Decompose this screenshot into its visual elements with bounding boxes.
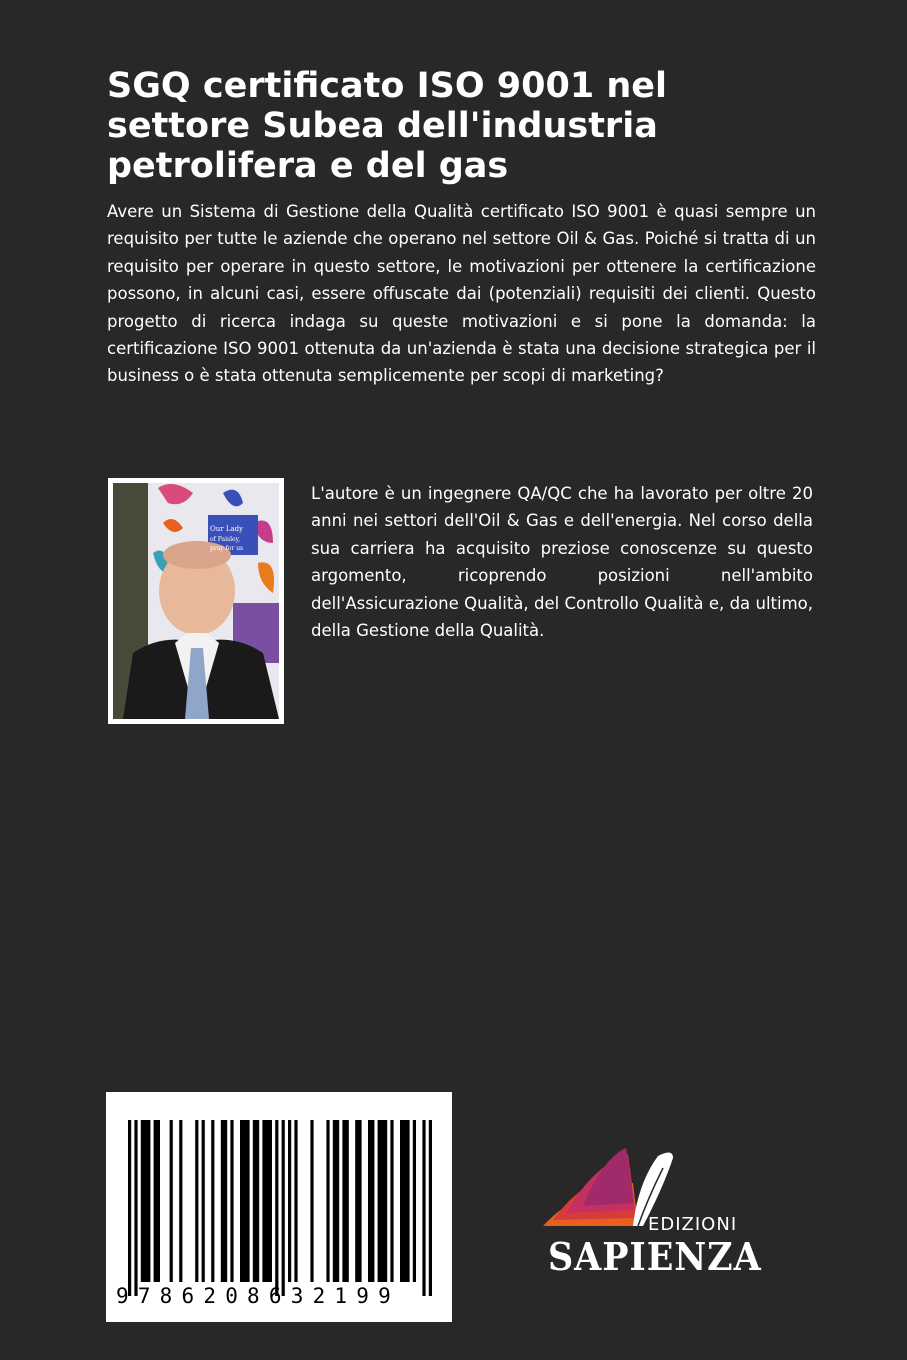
barcode-bar	[378, 1120, 388, 1282]
barcode-bar	[422, 1120, 425, 1296]
svg-text:of Paisley,: of Paisley,	[210, 536, 241, 543]
barcode-bar	[275, 1120, 278, 1296]
barcode-bar	[288, 1120, 291, 1282]
barcode	[106, 1092, 452, 1322]
barcode-bar	[202, 1120, 205, 1282]
publisher-logo	[538, 1148, 762, 1279]
barcode-bar	[413, 1120, 416, 1282]
barcode-bar	[390, 1120, 393, 1282]
barcode-bar	[253, 1120, 259, 1282]
svg-text:Our Lady: Our Lady	[210, 525, 244, 533]
barcode-bar	[294, 1120, 297, 1282]
barcode-bar	[342, 1120, 348, 1282]
barcode-bar	[141, 1120, 151, 1282]
author-bio: L'autore è un ingegnere QA/QC che ha lavorato per oltre 20 anni nei settori dell'Oil & Gas e dell'energia. Nel corso della sua carriera ha acquisito preziose conoscenze su questo argomento, ricoprendo posizioni nell'ambito dell'Assicurazione Qualità, del Controllo Qualità e, da ultimo, della Gestione della Qualità.	[311, 484, 813, 641]
barcode-bar	[240, 1120, 250, 1282]
barcode-bar	[170, 1120, 173, 1282]
barcode-bar	[333, 1120, 339, 1282]
author-photo	[108, 478, 284, 724]
barcode-bar	[195, 1120, 198, 1282]
publisher-line2: SAPIENZA	[548, 1234, 762, 1279]
barcode-bar	[368, 1120, 374, 1282]
barcode-bar	[230, 1120, 233, 1282]
barcode-bar	[154, 1120, 160, 1282]
barcode-bar	[400, 1120, 410, 1282]
book-blurb: Avere un Sistema di Gestione della Qualità certificato ISO 9001 è quasi sempre un requisito per tutte le aziende che operano nel settore Oil & Gas. Poiché si tratta di un requisito per operare in questo settore, le motivazioni per ottenere la certificazione possono, in alcuni casi, essere offuscate dai (potenziali) requisiti dei clienti. Questo progetto di ricerca indaga su queste motivazioni e si pone la domanda: la certificazione ISO 9001 ottenuta da un'azienda è stata una decisione strategica per il business o è stata ottenuta semplicemente per scopi di marketing?	[107, 202, 816, 386]
barcode-bar	[221, 1120, 227, 1282]
barcode-bar	[262, 1120, 272, 1282]
barcode-bar	[429, 1120, 432, 1296]
barcode-bar	[326, 1120, 329, 1282]
publisher-line1: EDIZIONI	[648, 1214, 738, 1235]
barcode-bar	[355, 1120, 361, 1282]
svg-text:pray for us: pray for us	[210, 545, 244, 552]
barcode-bar	[310, 1120, 313, 1282]
barcode-bar	[134, 1120, 137, 1296]
barcode-digits: 9786208632199	[116, 1284, 400, 1308]
book-title: SGQ certificato ISO 9001 nel settore Subea dell'industria petrolifera e del gas	[107, 66, 668, 186]
barcode-bar	[211, 1120, 214, 1282]
barcode-bar	[282, 1120, 285, 1296]
barcode-bar	[128, 1120, 131, 1296]
barcode-bar	[179, 1120, 182, 1282]
